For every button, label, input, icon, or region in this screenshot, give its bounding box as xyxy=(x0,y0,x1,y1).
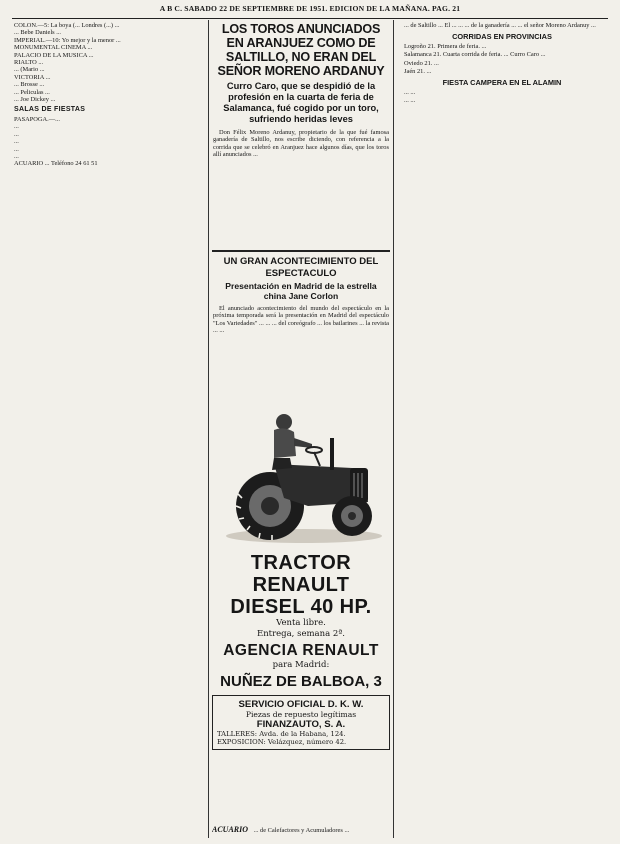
listing-entry: PALACIO DE LA MUSICA ... xyxy=(14,51,94,59)
ad-address: NUÑEZ DE BALBOA, 3 xyxy=(220,673,382,690)
provincias-entry: Logroño 21. Primera de feria. ... xyxy=(404,42,487,50)
espectaculo-article xyxy=(213,256,389,396)
listing-entry: IMPERIAL.—10: Yo mejor y la menor ... xyxy=(14,36,121,44)
listing-entry: ... (Mario ... xyxy=(14,66,45,74)
salas-entry: ACUARIO ... Teléfono 24 61 51 xyxy=(14,160,98,168)
provincias-entry: Salamanca 21. Cuarta corrida de feria. ... Curro Caro ... xyxy=(404,51,546,59)
salas-entry: ... xyxy=(14,130,19,138)
cartelera-column xyxy=(14,22,204,838)
dkw-company: FINANZAUTO, S. A. xyxy=(256,719,346,730)
dkw-title: SERVICIO OFICIAL D. K. W. xyxy=(238,699,364,710)
espectaculo-body: El anunciado acontecimiento del mundo del espectáculo en la próxima temporada será la presentación en Madrid del espectáculo "Los Variedades" ... ... ... del coreógrafo ... los bailarines ... la revista ... ... xyxy=(213,305,389,335)
listing-entry: COLON.—5: La boya (... Londres (...) ... xyxy=(14,22,120,29)
right-column xyxy=(398,22,606,838)
toros-body: Don Félix Moreno Ardanuy, propietario de la que fué famosa ganadería de Saltillo, nos escribe diciendo, con referencia a la corrida que se celebró en Aranjuez hace algunos días, que los toros allí anunciados ... xyxy=(213,129,389,159)
salas-entry: ... xyxy=(14,123,19,131)
tractor-illustration xyxy=(212,398,390,548)
dkw-expo: EXPOSICION: Velázquez, número 42. xyxy=(217,738,347,747)
listing-entry: MONUMENTAL CINEMA ... xyxy=(14,44,93,52)
right-body: ... de Saltillo ... El ... ... ... de la ganadería ... ... el señor Moreno Ardanuy ... xyxy=(404,22,596,29)
fiesta-body: ... ... xyxy=(404,88,416,96)
listing-entry: ... Joe Dickey ... xyxy=(14,96,56,104)
dkw-talleres: TALLERES: Avda. de la Habana, 124. xyxy=(217,730,346,738)
toros-headline: LOS TOROS ANUNCIADOS EN ARANJUEZ COMO DE SALTILLO, NO ERAN DEL SEÑOR MORENO ARDANUY xyxy=(217,22,385,78)
ad-entrega: Entrega, semana 2ª. xyxy=(256,629,345,639)
salas-entry: PASAPOGA.—... xyxy=(14,115,60,123)
espectaculo-subhead: Presentación en Madrid de la estrella china Jane Corlon xyxy=(225,281,377,301)
listing-entry: ... Bebe Daniels ... xyxy=(14,29,62,37)
ad-for-city: para Madrid: xyxy=(272,660,330,670)
salas-title: SALAS DE FIESTAS xyxy=(14,106,86,114)
dkw-box xyxy=(212,695,390,750)
salas-entry: ... xyxy=(14,138,19,146)
fiesta-body-2: ... ... xyxy=(404,97,416,105)
bottom-ad-strip xyxy=(212,826,390,838)
salas-entry: ... xyxy=(14,145,19,153)
header-rule xyxy=(12,18,608,19)
fiesta-title: FIESTA CAMPERA EN EL ALAMIN xyxy=(442,78,562,88)
listing-entry: RIALTO ... xyxy=(14,59,44,67)
dkw-line: Piezas de repuesto legítimas xyxy=(245,710,357,719)
ad-agency: AGENCIA RENAULT xyxy=(223,642,379,659)
column-divider-left xyxy=(208,20,209,838)
salas-entry: ... xyxy=(14,152,19,160)
column-divider-right xyxy=(393,20,394,838)
page-header: A B C. SABADO 22 DE SEPTIEMBRE DE 1951. EDICION DE LA MAÑANA. PAG. 21 xyxy=(159,4,461,13)
provincias-title: CORRIDAS EN PROVINCIAS xyxy=(452,32,552,42)
tractor-ad xyxy=(212,398,390,824)
provincias-entry: Oviedo 21. ... xyxy=(404,59,439,67)
toros-deck: Curro Caro, que se despidió de la profesión en la cuarta de feria de Salamanca, fué cogido por un toro, sufriendo heridas leves xyxy=(223,81,379,124)
ad-title-1: TRACTOR RENAULT xyxy=(250,552,352,596)
toros-article xyxy=(213,22,389,262)
ad-title-2: DIESEL 40 HP. xyxy=(230,596,372,618)
provincias-entry: Jaén 21. ... xyxy=(404,68,432,76)
espectaculo-headline: UN GRAN ACONTECIMIENTO DEL ESPECTACULO xyxy=(223,256,379,279)
acuario-logo: ACUARIO xyxy=(212,826,249,834)
ad-venta: Venta libre. xyxy=(276,618,326,628)
listing-entry: VICTORIA ... xyxy=(14,73,51,81)
listing-entry: ... Brosse ... xyxy=(14,81,45,89)
article-rule xyxy=(212,250,390,252)
listing-entry: ... Peliculas ... xyxy=(14,88,50,96)
bottom-ad-text: ... de Calefactores y Acumuladores ... xyxy=(253,827,350,834)
